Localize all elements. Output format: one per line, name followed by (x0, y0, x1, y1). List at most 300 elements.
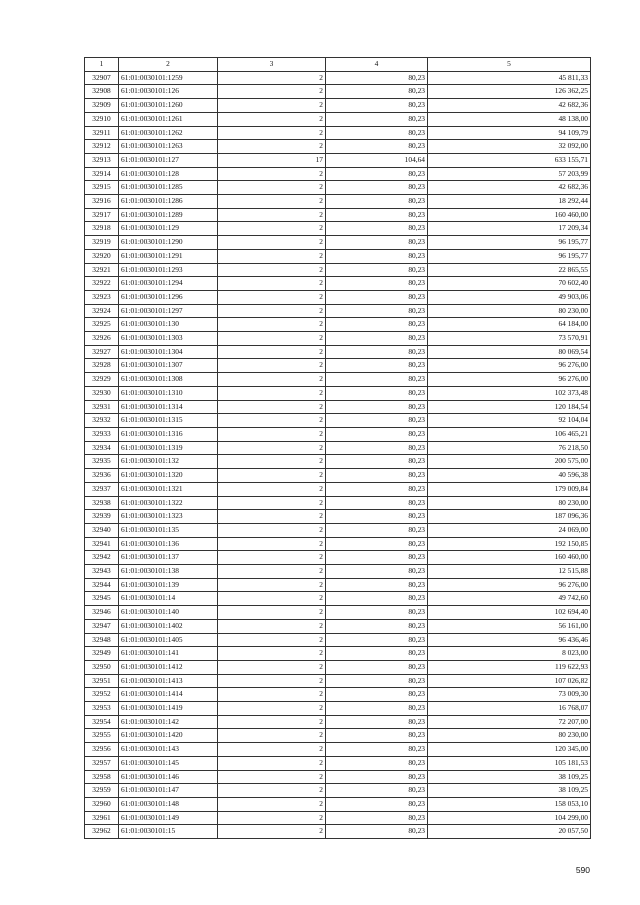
cadastral-number-cell: 61:01:0030101:1304 (119, 345, 218, 359)
row-number-cell: 32920 (85, 249, 119, 263)
row-number-cell: 32950 (85, 660, 119, 674)
row-number-cell: 32908 (85, 85, 119, 99)
cadastral-number-cell: 61:01:0030101:146 (119, 770, 218, 784)
table-row (85, 414, 591, 428)
value-cell-4: 80,23 (326, 688, 428, 702)
table-row (85, 825, 591, 839)
cadastral-number-cell: 61:01:0030101:1310 (119, 386, 218, 400)
cadastral-number-cell: 61:01:0030101:127 (119, 153, 218, 167)
value-cell-5: 76 218,50 (428, 441, 591, 455)
table-row (85, 592, 591, 606)
row-number-cell: 32913 (85, 153, 119, 167)
value-cell-4: 104,64 (326, 153, 428, 167)
value-cell-5: 20 057,50 (428, 825, 591, 839)
value-cell-3: 2 (218, 496, 326, 510)
value-cell-4: 80,23 (326, 277, 428, 291)
cadastral-number-cell: 61:01:0030101:142 (119, 715, 218, 729)
value-cell-4: 80,23 (326, 592, 428, 606)
table-row (85, 674, 591, 688)
value-cell-4: 80,23 (326, 427, 428, 441)
cadastral-number-cell: 61:01:0030101:145 (119, 756, 218, 770)
value-cell-4: 80,23 (326, 825, 428, 839)
row-number-cell: 32956 (85, 743, 119, 757)
value-cell-5: 38 109,25 (428, 784, 591, 798)
value-cell-5: 126 362,25 (428, 85, 591, 99)
value-cell-3: 2 (218, 510, 326, 524)
value-cell-3: 2 (218, 565, 326, 579)
value-cell-5: 40 596,38 (428, 469, 591, 483)
row-number-cell: 32930 (85, 386, 119, 400)
row-number-cell: 32931 (85, 400, 119, 414)
row-number-cell: 32946 (85, 606, 119, 620)
cadastral-number-cell: 61:01:0030101:140 (119, 606, 218, 620)
value-cell-5: 92 104,04 (428, 414, 591, 428)
cadastral-number-cell: 61:01:0030101:1413 (119, 674, 218, 688)
value-cell-5: 158 053,10 (428, 797, 591, 811)
row-number-cell: 32926 (85, 332, 119, 346)
table-row (85, 277, 591, 291)
table-row (85, 496, 591, 510)
table-row (85, 633, 591, 647)
cadastral-number-cell: 61:01:0030101:1296 (119, 290, 218, 304)
cadastral-number-cell: 61:01:0030101:143 (119, 743, 218, 757)
value-cell-5: 38 109,25 (428, 770, 591, 784)
value-cell-3: 2 (218, 85, 326, 99)
value-cell-5: 80 069,54 (428, 345, 591, 359)
cadastral-number-cell: 61:01:0030101:129 (119, 222, 218, 236)
value-cell-5: 120 345,00 (428, 743, 591, 757)
cadastral-number-cell: 61:01:0030101:139 (119, 578, 218, 592)
cadastral-number-cell: 61:01:0030101:1293 (119, 263, 218, 277)
row-number-cell: 32933 (85, 427, 119, 441)
table-body (85, 71, 591, 838)
column-header-4: 4 (326, 58, 428, 72)
value-cell-3: 17 (218, 153, 326, 167)
table-row (85, 784, 591, 798)
row-number-cell: 32925 (85, 318, 119, 332)
value-cell-3: 2 (218, 263, 326, 277)
value-cell-3: 2 (218, 359, 326, 373)
value-cell-5: 8 023,00 (428, 647, 591, 661)
cadastral-number-cell: 61:01:0030101:148 (119, 797, 218, 811)
cadastral-number-cell: 61:01:0030101:1323 (119, 510, 218, 524)
cadastral-number-cell: 61:01:0030101:1294 (119, 277, 218, 291)
row-number-cell: 32922 (85, 277, 119, 291)
table-row (85, 797, 591, 811)
table-row (85, 85, 591, 99)
value-cell-3: 2 (218, 756, 326, 770)
cadastral-number-cell: 61:01:0030101:1285 (119, 181, 218, 195)
value-cell-5: 49 742,60 (428, 592, 591, 606)
value-cell-4: 80,23 (326, 797, 428, 811)
value-cell-4: 80,23 (326, 619, 428, 633)
value-cell-3: 2 (218, 551, 326, 565)
value-cell-4: 80,23 (326, 99, 428, 113)
value-cell-5: 96 195,77 (428, 236, 591, 250)
cadastral-number-cell: 61:01:0030101:1263 (119, 140, 218, 154)
table-header-row (85, 58, 591, 72)
row-number-cell: 32954 (85, 715, 119, 729)
value-cell-4: 80,23 (326, 181, 428, 195)
row-number-cell: 32949 (85, 647, 119, 661)
value-cell-3: 2 (218, 592, 326, 606)
value-cell-4: 80,23 (326, 633, 428, 647)
row-number-cell: 32917 (85, 208, 119, 222)
row-number-cell: 32909 (85, 99, 119, 113)
value-cell-4: 80,23 (326, 318, 428, 332)
value-cell-3: 2 (218, 181, 326, 195)
value-cell-3: 2 (218, 249, 326, 263)
value-cell-5: 200 575,00 (428, 455, 591, 469)
table-row (85, 770, 591, 784)
table-row (85, 99, 591, 113)
value-cell-4: 80,23 (326, 565, 428, 579)
table-row (85, 140, 591, 154)
cadastral-number-cell: 61:01:0030101:1315 (119, 414, 218, 428)
row-number-cell: 32935 (85, 455, 119, 469)
row-number-cell: 32911 (85, 126, 119, 140)
value-cell-5: 56 161,00 (428, 619, 591, 633)
cadastral-number-cell: 61:01:0030101:141 (119, 647, 218, 661)
cadastral-number-cell: 61:01:0030101:1412 (119, 660, 218, 674)
value-cell-4: 80,23 (326, 674, 428, 688)
cadastral-number-cell: 61:01:0030101:1319 (119, 441, 218, 455)
value-cell-3: 2 (218, 112, 326, 126)
cadastral-number-cell: 61:01:0030101:1308 (119, 373, 218, 387)
value-cell-4: 80,23 (326, 85, 428, 99)
row-number-cell: 32918 (85, 222, 119, 236)
value-cell-4: 80,23 (326, 510, 428, 524)
table-row (85, 71, 591, 85)
value-cell-4: 80,23 (326, 386, 428, 400)
value-cell-5: 64 184,00 (428, 318, 591, 332)
table-row (85, 112, 591, 126)
table-row (85, 715, 591, 729)
value-cell-4: 80,23 (326, 359, 428, 373)
value-cell-3: 2 (218, 208, 326, 222)
value-cell-3: 2 (218, 688, 326, 702)
value-cell-5: 80 230,00 (428, 729, 591, 743)
cadastral-number-cell: 61:01:0030101:1260 (119, 99, 218, 113)
row-number-cell: 32912 (85, 140, 119, 154)
cadastral-number-cell: 61:01:0030101:1314 (119, 400, 218, 414)
value-cell-5: 102 373,48 (428, 386, 591, 400)
table-row (85, 304, 591, 318)
row-number-cell: 32953 (85, 702, 119, 716)
row-number-cell: 32945 (85, 592, 119, 606)
cadastral-number-cell: 61:01:0030101:1262 (119, 126, 218, 140)
row-number-cell: 32927 (85, 345, 119, 359)
value-cell-4: 80,23 (326, 770, 428, 784)
value-cell-5: 187 096,36 (428, 510, 591, 524)
value-cell-4: 80,23 (326, 729, 428, 743)
row-number-cell: 32936 (85, 469, 119, 483)
value-cell-5: 633 155,71 (428, 153, 591, 167)
value-cell-3: 2 (218, 578, 326, 592)
value-cell-4: 80,23 (326, 784, 428, 798)
cadastral-number-cell: 61:01:0030101:135 (119, 523, 218, 537)
table-row (85, 756, 591, 770)
value-cell-5: 80 230,00 (428, 496, 591, 510)
table-row (85, 167, 591, 181)
value-cell-5: 106 465,21 (428, 427, 591, 441)
value-cell-3: 2 (218, 660, 326, 674)
cadastral-number-cell: 61:01:0030101:1290 (119, 236, 218, 250)
value-cell-3: 2 (218, 729, 326, 743)
cadastral-number-cell: 61:01:0030101:147 (119, 784, 218, 798)
value-cell-5: 73 009,30 (428, 688, 591, 702)
row-number-cell: 32923 (85, 290, 119, 304)
row-number-cell: 32939 (85, 510, 119, 524)
value-cell-5: 48 138,00 (428, 112, 591, 126)
value-cell-4: 80,23 (326, 715, 428, 729)
value-cell-3: 2 (218, 702, 326, 716)
value-cell-5: 104 299,00 (428, 811, 591, 825)
row-number-cell: 32944 (85, 578, 119, 592)
value-cell-5: 16 768,07 (428, 702, 591, 716)
column-header-3: 3 (218, 58, 326, 72)
table-row (85, 181, 591, 195)
value-cell-5: 96 276,00 (428, 359, 591, 373)
table-row (85, 702, 591, 716)
cadastral-number-cell: 61:01:0030101:128 (119, 167, 218, 181)
value-cell-4: 80,23 (326, 290, 428, 304)
table-row (85, 427, 591, 441)
value-cell-3: 2 (218, 715, 326, 729)
value-cell-3: 2 (218, 400, 326, 414)
value-cell-5: 179 009,84 (428, 482, 591, 496)
value-cell-5: 96 436,46 (428, 633, 591, 647)
value-cell-5: 70 602,40 (428, 277, 591, 291)
table-row (85, 688, 591, 702)
value-cell-4: 80,23 (326, 537, 428, 551)
value-cell-3: 2 (218, 414, 326, 428)
value-cell-5: 120 184,54 (428, 400, 591, 414)
cadastral-number-cell: 61:01:0030101:1259 (119, 71, 218, 85)
value-cell-4: 80,23 (326, 112, 428, 126)
value-cell-3: 2 (218, 71, 326, 85)
cadastral-number-cell: 61:01:0030101:1303 (119, 332, 218, 346)
row-number-cell: 32961 (85, 811, 119, 825)
column-header-1: 1 (85, 58, 119, 72)
value-cell-3: 2 (218, 784, 326, 798)
value-cell-5: 57 203,99 (428, 167, 591, 181)
value-cell-5: 96 195,77 (428, 249, 591, 263)
value-cell-4: 80,23 (326, 551, 428, 565)
table-row (85, 660, 591, 674)
value-cell-4: 80,23 (326, 811, 428, 825)
value-cell-3: 2 (218, 825, 326, 839)
cadastral-number-cell: 61:01:0030101:130 (119, 318, 218, 332)
cadastral-number-cell: 61:01:0030101:1291 (119, 249, 218, 263)
cadastral-number-cell: 61:01:0030101:15 (119, 825, 218, 839)
table-row (85, 469, 591, 483)
value-cell-3: 2 (218, 647, 326, 661)
value-cell-3: 2 (218, 674, 326, 688)
cadastral-number-cell: 61:01:0030101:14 (119, 592, 218, 606)
value-cell-3: 2 (218, 195, 326, 209)
cadastral-number-cell: 61:01:0030101:136 (119, 537, 218, 551)
table-row (85, 606, 591, 620)
row-number-cell: 32943 (85, 565, 119, 579)
row-number-cell: 32941 (85, 537, 119, 551)
table-row (85, 222, 591, 236)
table-row (85, 551, 591, 565)
value-cell-4: 80,23 (326, 140, 428, 154)
cadastral-number-cell: 61:01:0030101:138 (119, 565, 218, 579)
row-number-cell: 32910 (85, 112, 119, 126)
row-number-cell: 32962 (85, 825, 119, 839)
cadastral-number-cell: 61:01:0030101:1322 (119, 496, 218, 510)
cadastral-number-cell: 61:01:0030101:1261 (119, 112, 218, 126)
value-cell-5: 42 682,36 (428, 99, 591, 113)
row-number-cell: 32924 (85, 304, 119, 318)
value-cell-4: 80,23 (326, 441, 428, 455)
value-cell-3: 2 (218, 99, 326, 113)
value-cell-4: 80,23 (326, 208, 428, 222)
cadastral-number-cell: 61:01:0030101:1320 (119, 469, 218, 483)
table-row (85, 510, 591, 524)
value-cell-4: 80,23 (326, 455, 428, 469)
row-number-cell: 32940 (85, 523, 119, 537)
value-cell-3: 2 (218, 469, 326, 483)
cadastral-number-cell: 61:01:0030101:1402 (119, 619, 218, 633)
value-cell-3: 2 (218, 222, 326, 236)
value-cell-5: 192 150,85 (428, 537, 591, 551)
table-row (85, 811, 591, 825)
value-cell-5: 119 622,93 (428, 660, 591, 674)
data-table (84, 57, 591, 839)
table-row (85, 400, 591, 414)
table-row (85, 565, 591, 579)
value-cell-4: 80,23 (326, 222, 428, 236)
value-cell-3: 2 (218, 811, 326, 825)
column-header-2: 2 (119, 58, 218, 72)
row-number-cell: 32921 (85, 263, 119, 277)
table-row (85, 647, 591, 661)
table-row (85, 332, 591, 346)
value-cell-3: 2 (218, 743, 326, 757)
value-cell-5: 73 570,91 (428, 332, 591, 346)
value-cell-5: 102 694,40 (428, 606, 591, 620)
row-number-cell: 32959 (85, 784, 119, 798)
value-cell-3: 2 (218, 427, 326, 441)
table-row (85, 386, 591, 400)
row-number-cell: 32907 (85, 71, 119, 85)
value-cell-3: 2 (218, 290, 326, 304)
value-cell-4: 80,23 (326, 345, 428, 359)
cadastral-number-cell: 61:01:0030101:1297 (119, 304, 218, 318)
row-number-cell: 32957 (85, 756, 119, 770)
value-cell-4: 80,23 (326, 167, 428, 181)
value-cell-3: 2 (218, 277, 326, 291)
row-number-cell: 32915 (85, 181, 119, 195)
value-cell-3: 2 (218, 345, 326, 359)
row-number-cell: 32947 (85, 619, 119, 633)
row-number-cell: 32929 (85, 373, 119, 387)
value-cell-4: 80,23 (326, 249, 428, 263)
value-cell-4: 80,23 (326, 195, 428, 209)
value-cell-4: 80,23 (326, 414, 428, 428)
value-cell-4: 80,23 (326, 578, 428, 592)
value-cell-4: 80,23 (326, 647, 428, 661)
value-cell-4: 80,23 (326, 523, 428, 537)
value-cell-3: 2 (218, 455, 326, 469)
row-number-cell: 32951 (85, 674, 119, 688)
value-cell-3: 2 (218, 386, 326, 400)
value-cell-5: 96 276,00 (428, 373, 591, 387)
value-cell-3: 2 (218, 140, 326, 154)
value-cell-3: 2 (218, 236, 326, 250)
table-row (85, 263, 591, 277)
value-cell-4: 80,23 (326, 756, 428, 770)
value-cell-3: 2 (218, 797, 326, 811)
cadastral-number-cell: 61:01:0030101:1414 (119, 688, 218, 702)
table-row (85, 537, 591, 551)
cadastral-number-cell: 61:01:0030101:137 (119, 551, 218, 565)
value-cell-5: 160 460,00 (428, 551, 591, 565)
value-cell-4: 80,23 (326, 482, 428, 496)
value-cell-4: 80,23 (326, 496, 428, 510)
cadastral-number-cell: 61:01:0030101:1420 (119, 729, 218, 743)
value-cell-5: 96 276,00 (428, 578, 591, 592)
table-row (85, 345, 591, 359)
column-header-5: 5 (428, 58, 591, 72)
table-row (85, 318, 591, 332)
row-number-cell: 32937 (85, 482, 119, 496)
table-row (85, 249, 591, 263)
cadastral-number-cell: 61:01:0030101:1316 (119, 427, 218, 441)
value-cell-4: 80,23 (326, 332, 428, 346)
value-cell-4: 80,23 (326, 71, 428, 85)
table-row (85, 743, 591, 757)
value-cell-5: 32 092,00 (428, 140, 591, 154)
table-row (85, 578, 591, 592)
cadastral-number-cell: 61:01:0030101:132 (119, 455, 218, 469)
value-cell-5: 107 026,82 (428, 674, 591, 688)
value-cell-3: 2 (218, 619, 326, 633)
cadastral-number-cell: 61:01:0030101:1321 (119, 482, 218, 496)
value-cell-3: 2 (218, 441, 326, 455)
table-row (85, 729, 591, 743)
row-number-cell: 32948 (85, 633, 119, 647)
table-row (85, 359, 591, 373)
row-number-cell: 32919 (85, 236, 119, 250)
value-cell-4: 80,23 (326, 263, 428, 277)
table-row (85, 195, 591, 209)
value-cell-5: 42 682,36 (428, 181, 591, 195)
value-cell-3: 2 (218, 482, 326, 496)
value-cell-4: 80,23 (326, 373, 428, 387)
value-cell-3: 2 (218, 318, 326, 332)
table-row (85, 126, 591, 140)
value-cell-5: 49 903,06 (428, 290, 591, 304)
row-number-cell: 32960 (85, 797, 119, 811)
table-row (85, 153, 591, 167)
table-row (85, 236, 591, 250)
row-number-cell: 32952 (85, 688, 119, 702)
cadastral-number-cell: 61:01:0030101:126 (119, 85, 218, 99)
row-number-cell: 32942 (85, 551, 119, 565)
value-cell-4: 80,23 (326, 236, 428, 250)
value-cell-4: 80,23 (326, 304, 428, 318)
value-cell-3: 2 (218, 523, 326, 537)
cadastral-number-cell: 61:01:0030101:149 (119, 811, 218, 825)
value-cell-5: 72 207,00 (428, 715, 591, 729)
row-number-cell: 32958 (85, 770, 119, 784)
table-row (85, 373, 591, 387)
value-cell-4: 80,23 (326, 469, 428, 483)
